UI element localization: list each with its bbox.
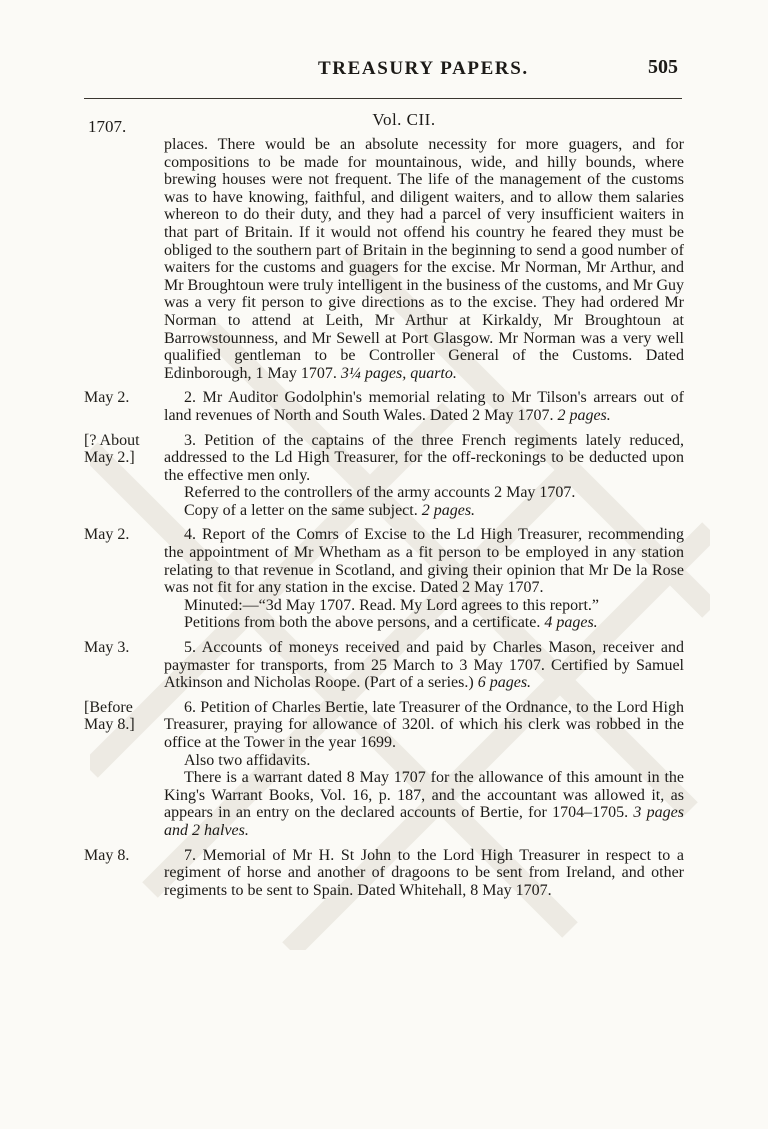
entry-date: May 2.	[84, 389, 130, 407]
entry-paragraph: Also two affidavits.	[184, 751, 311, 769]
entry-extent: 4 pages.	[544, 614, 598, 632]
entry-body	[164, 136, 684, 382]
entry-body	[164, 699, 684, 840]
entry-5	[84, 639, 684, 692]
entry-paragraph: 5. Accounts of moneys received and paid by Charles Mason, receiver and paymaster for transports, from 25 March to 3 May 1707. Certified by Samuel Atkinson and Nicholas Roope. (Part of a series.) 6 pages.	[164, 639, 684, 692]
entry-extent: 6 pages.	[477, 674, 532, 692]
entry-paragraph: 2. Mr Auditor Godolphin's memorial relating to Mr Tilson's arrears out of land revenues of North and South Wales. Dated 2 May 1707. 2 pages.	[164, 389, 684, 424]
running-head	[0, 56, 768, 86]
entry-paragraph: 3. Petition of the captains of the three French regiments lately reduced, addressed to the Ld High Treasurer, for the off-reckonings to be deducted upon the effective men only.	[164, 431, 684, 484]
entry-extent: 3¼ pages, quarto.	[340, 364, 457, 382]
entry-date: May 8.	[84, 846, 130, 864]
entry-paragraph: places. There would be an absolute necessity for more guagers, and for compositions to be made for mountainous, wide, and hilly bounds, where brewing houses were not frequent. The life of the management of the customs was to have knowing, faithful, and diligent waiters, and to allow them salaries whereon to do their duty, and they had a parcel of very insufficient waiters in that part of Britain. If it would not offend his country he feared they must be obliged to the southern part of Britain in the beginning to send a good number of waiters for the customs and guagers for the excise. Mr Norman, Mr Arthur, and Mr Broughtoun were truly intelligent in the business of the customs, and Mr Guy was a very fit person to give directions as to the excise. They had ordered Mr Norman to attend at Leith, Mr Arthur at Kirkaldy, Mr Broughtoun at Barrowstounness, and Mr Sewell at Port Glasgow. Mr Norman was a very well qualified gentleman to be Controller General of the Customs. Dated Edinborough, 1 May 1707. 3¼ pages, quarto.	[164, 136, 684, 382]
entry-paragraph: There is a warrant dated 8 May 1707 for the allowance of this amount in the King's Warrant Books, Vol. 16, p. 187, and the accountant was allowed it, as appears in an entry on the declared accounts of Bertie, for 1704–1705. 3 pages and 2 halves.	[164, 769, 685, 839]
entry-paragraph: 4. Report of the Comrs of Excise to the Ld High Treasurer, recommending the appointment of Mr Whetham as a fit person to be employed in any station relating to that revenue in Scotland, and giving their opinion that Mr De la Rose was not fit for any station in the excise. Dated 2 May 1707.	[164, 526, 684, 597]
entries-list	[84, 136, 684, 899]
entry-body	[164, 389, 684, 424]
entry-7	[84, 847, 684, 900]
entry-4	[84, 526, 684, 632]
entry-paragraph: Referred to the controllers of the army accounts 2 May 1707.	[184, 484, 576, 502]
entry-extent: 2 pages.	[557, 406, 611, 424]
entry-body	[164, 432, 684, 520]
entry-extent: 3 pages and 2 halves.	[164, 804, 685, 839]
header-rule	[84, 98, 682, 99]
entry-paragraph: 7. Memorial of Mr H. St John to the Lord High Treasurer in respect to a regiment of horse and another of dragoons to be sent from Ireland, and other regiments to be sent to Spain. Dated Whitehall, 8 May 1707.	[164, 846, 684, 899]
entry-paragraph: Minuted:—“3d May 1707. Read. My Lord agrees to this report.”	[184, 596, 600, 614]
entry-paragraph: Petitions from both the above persons, and a certificate. 4 pages.	[184, 614, 598, 632]
entry-date: May 3.	[84, 639, 130, 657]
year-marker: 1707.	[88, 117, 127, 136]
entry-continuation	[84, 136, 684, 382]
entry-extent: 2 pages.	[421, 501, 476, 519]
page-title: TREASURY PAPERS.	[318, 58, 529, 79]
entry-2	[84, 389, 684, 424]
entry-body	[164, 847, 684, 900]
entry-date: [Before May 8.]	[84, 698, 135, 734]
entry-paragraph: 6. Petition of Charles Bertie, late Treasurer of the Ordnance, to the Lord High Treasurer, praying for allowance of 320l. of which his clerk was robbed in the office at the Tower in the year 1699.	[164, 698, 684, 751]
entry-date: [? About May 2.]	[84, 431, 140, 467]
entry-6	[84, 699, 684, 840]
volume-heading: Vol. CII.	[372, 110, 436, 129]
page-number: 505	[648, 56, 678, 78]
entry-body	[164, 639, 684, 692]
entry-paragraph: Copy of a letter on the same subject. 2 pages.	[184, 501, 476, 519]
entry-date: May 2.	[84, 526, 130, 544]
entry-3	[84, 432, 684, 520]
entry-body	[164, 526, 684, 632]
